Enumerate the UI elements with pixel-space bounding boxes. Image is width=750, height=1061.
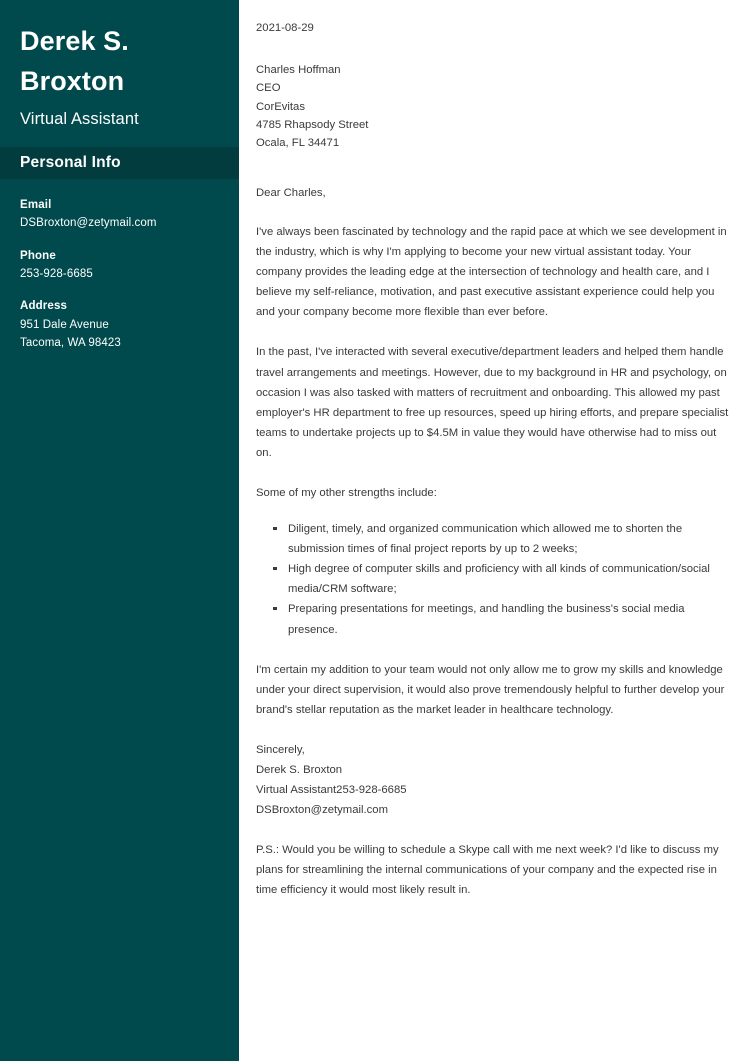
- closing-salutation: Sincerely,: [256, 743, 305, 756]
- contact-value-address-line-1: 951 Dale Avenue: [20, 318, 109, 331]
- contact-value-email[interactable]: DSBroxton@zetymail.com: [20, 216, 157, 229]
- contact-item-email: [20, 197, 219, 233]
- contact-value-address-line-2: Tacoma, WA 98423: [20, 337, 121, 350]
- letter-paragraph-1: I've always been fascinated by technology and the rapid pace at which we see development in the industry, which is why I'm applying to become your new virtual assistant today. Your company provides the leading edge at the intersection of technology and health care, and I believe my self-reliance, motivation, and past executive assistant experience could help you and your company become more flexible than ever before.: [256, 225, 727, 319]
- contact-value-phone[interactable]: 253-928-6685: [20, 267, 93, 280]
- applicant-name-line-2: Broxton: [20, 65, 125, 96]
- recipient-company: CorEvitas: [256, 100, 305, 113]
- applicant-name-line-1: Derek S.: [20, 26, 129, 56]
- personal-info-section-header: [0, 147, 239, 179]
- contact-label-address: Address: [20, 300, 68, 313]
- list-item: High degree of computer skills and proficiency with all kinds of communication/social media/CRM software;: [273, 559, 733, 599]
- personal-info-title: Personal Info: [20, 153, 121, 171]
- contact-label-email: Email: [20, 198, 52, 211]
- recipient-address-block: [256, 61, 733, 152]
- recipient-title: CEO: [256, 82, 281, 95]
- strengths-intro: Some of my other strengths include:: [256, 486, 437, 499]
- strengths-list: [256, 519, 733, 640]
- contact-item-address: [20, 298, 219, 353]
- recipient-name: Charles Hoffman: [256, 64, 341, 77]
- sidebar: [0, 0, 239, 1061]
- letter-paragraph-2: In the past, I've interacted with several executive/department leaders and helped them handle travel arrangements and meetings. However, due to my background in HR and psychology, on occasion I was also tasked with matters of recruitment and onboarding. This allowed my past employer's HR department to free up resources, speed up hiring efforts, and prepare specialist teams to undertake projects up to $4.5M in value they would have otherwise had to miss out on.: [256, 346, 729, 459]
- signature-name: Derek S. Broxton: [256, 764, 343, 777]
- recipient-city-state-zip: Ocala, FL 34471: [256, 137, 340, 150]
- signature-title-phone: Virtual Assistant253-928-6685: [256, 784, 407, 797]
- letter-postscript: P.S.: Would you be willing to schedule a Skype call with me next week? I'd like to discuss my plans for streamlining the internal communications of your company and the expected rise in time efficiency it would most likely result in.: [256, 844, 719, 897]
- letter-salutation: Dear Charles,: [256, 186, 326, 199]
- contact-label-phone: Phone: [20, 249, 56, 262]
- list-item: Preparing presentations for meetings, and handling the business's social media presence.: [273, 599, 733, 639]
- applicant-job-title: Virtual Assistant: [20, 109, 139, 128]
- signature-email[interactable]: DSBroxton@zetymail.com: [256, 804, 389, 817]
- recipient-street: 4785 Rhapsody Street: [256, 118, 369, 131]
- sidebar-header: [0, 0, 239, 132]
- list-item: Diligent, timely, and organized communication which allowed me to shorten the submission times of final project reports by up to 2 weeks;: [273, 519, 733, 559]
- contact-list: [0, 179, 239, 353]
- contact-item-phone: [20, 248, 219, 284]
- letter-date: 2021-08-29: [256, 22, 314, 34]
- letter-body: [239, 0, 750, 1061]
- letter-paragraph-3: I'm certain my addition to your team would not only allow me to grow my skills and knowledge under your direct supervision, it would also prove tremendously helpful to further develop your brand's stellar reputation as the market leader in healthcare technology.: [256, 663, 725, 716]
- signature-block: [256, 740, 733, 820]
